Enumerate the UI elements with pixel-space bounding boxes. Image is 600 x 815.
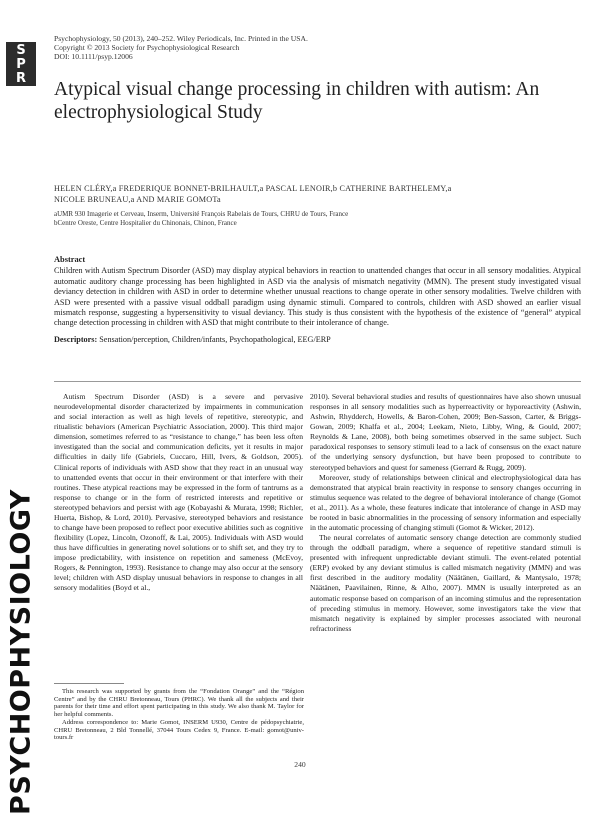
body-left-column xyxy=(54,392,303,594)
footnote-correspondence: Address correspondence to: Marie Gomot, INSERM U930, Centre de pédopsychiatrie, CHRU Bretonneau, 2 Bld Tonnellé, 37044 Tours Cedex 9, France. E-mail: gomot@univ-tours.fr xyxy=(54,718,304,742)
abstract-divider xyxy=(54,381,581,382)
journal-citation: Psychophysiology, 50 (2013), 240–252. Wiley Periodicals, Inc. Printed in the USA. xyxy=(54,34,308,43)
descriptors xyxy=(54,335,581,345)
footnote-rule xyxy=(54,683,124,684)
journal-meta xyxy=(54,34,308,62)
page-number: 240 xyxy=(294,760,306,769)
abstract-text: Children with Autism Spectrum Disorder (ASD) may display atypical behaviors in reaction to unattended changes that occur in all sensory modalities. Atypical automatic auditory change processing has been highlighted in ASD via the analysis of mismatch negativity (MMN). The present study investigated visual deviancy detection in children with ASD in order to determine whether unusual reactions to change operate in other sensory modalities. Twelve children with ASD were presented with a passive visual oddball paradigm using dynamic stimuli. Compared to controls, children with ASD showed an earlier visual mismatch response, suggesting a hypersensitivity to visual deviancy. This study is thus consistent with the hypothesis of the existence of “general” atypical change detection processing in children with ASD that might contribute to their intolerance of change. xyxy=(54,266,581,328)
affiliations xyxy=(54,210,584,228)
abstract-section xyxy=(54,255,581,345)
right-paragraph-1: 2010). Several behavioral studies and results of questionnaires have also shown unusual responses in all sensory modalities such as hyperreactivity or hyporeactivity (Ashwin, Ashwin, Rhydderch, Howells, & Baron-Cohen, 2009; Ben-Sasson, Carter, & Briggs-Gowan, 2009; Khalfa et al., 2004; Leekam, Nieto, Libby, Wing, & Gould, 2007; Reynolds & Lane, 2008), both being sometimes observed in the same subject. Such paradoxical responses to sensory stimuli lead to a lack of consensus on the exact nature of the underlying sensory dysfunction, but have been proposed to contribute to stereotyped behaviors and quest for sameness (Gerrard & Rugg, 2009). xyxy=(310,392,581,472)
journal-side-title: PSYCHOPHYSIOLOGY xyxy=(5,489,37,815)
right-paragraph-3: The neural correlates of automatic sensory change detection are commonly studied through the oddball paradigm, where a sequence of repetitive standard stimuli is presented with infrequent unpredictable deviant stimuli. The event-related potential (ERP) evoked by any deviant stimulus is called mismatch negativity (MMN) and was first described in the auditory modality (Näätänen, Gaillard, & Mantysalo, 1978; Näätänen, Paavilainen, Rinne, & Alho, 2007). MMN is usually interpreted as an automatic response based on comparison of an incoming stimulus and the representation of preceding stimulus in memory. However, some investigators take the view that mismatch negativity is explained by simpler processes associated with neuronal refractoriness xyxy=(310,533,581,633)
descriptors-label: Descriptors: xyxy=(54,334,98,344)
footnote xyxy=(54,688,304,742)
logo-letter-s: S xyxy=(16,43,26,58)
doi-line: DOI: 10.1111/psyp.12006 xyxy=(54,52,133,62)
journal-side-banner xyxy=(4,489,38,815)
right-paragraph-2: Moreover, study of relationships between clinical and electrophysiological data has demonstrated that atypical brain reactivity in response to sensory changes occurring in stimulus sequence was related to the degree of behavioral intolerance of change (Gomot et al., 2011). As a whole, these features indicate that intolerance of change in ASD may be rooted in basic abnormalities in the processing of sensory information and especially in the automatic processing of changing stimuli (Gomot & Wicker, 2012). xyxy=(310,472,581,533)
body-right-column xyxy=(310,392,581,634)
copyright-line: Copyright © 2013 Society for Psychophysiological Research xyxy=(54,43,240,53)
abstract-heading: Abstract xyxy=(54,255,86,264)
descriptors-values: Sensation/perception, Children/infants, Psychopathological, EEG/ERP xyxy=(99,334,331,344)
logo-letter-r: R xyxy=(15,71,26,86)
article-title: Atypical visual change processing in children with autism: An electrophysiological Study xyxy=(54,79,540,123)
footnote-funding: This research was supported by grants from the “Fondation Orange” and the “Région Centre” and by the CHRU Bretonneau, Tours (PHRC). We thank all the subjects and their parents for their time and effort spent participating in this study. We also thank M. Taylor for her helpful comments. xyxy=(54,688,304,719)
affiliation-a: aUMR 930 Imagerie et Cerveau, Inserm, Université François Rabelais de Tours, CHRU de Tours, France xyxy=(54,210,349,218)
authors-line-1: HELEN CLÉRY,a FREDERIQUE BONNET-BRILHAULT,a PASCAL LENOIR,b CATHERINE BARTHELEMY,a xyxy=(54,184,452,193)
logo-letter-p: P xyxy=(16,57,26,72)
authors-line-2: NICOLE BRUNEAU,a AND MARIE GOMOTa xyxy=(54,195,221,204)
affiliation-b: bCentre Oreste, Centre Hospitalier du Chinonais, Chinon, France xyxy=(54,219,237,227)
journal-logo xyxy=(4,38,38,90)
left-paragraph-1: Autism Spectrum Disorder (ASD) is a severe and pervasive neurodevelopmental disorder characterized by impairments in communication and social interaction as well as high levels of repetitive, stereotypic, and ritualistic behaviors (American Psychiatric Association, 2000). This third major dimension, sometimes referred to as “resistance to change,” has been less often investigated than the social and communication deficits, yet it results in major difficulties in daily life (Gabriels, Cuccaro, Hill, Ivers, & Goldson, 2005). Clinical reports of individuals with ASD show that they react in an unusual way to unattended events that occur in their environment or that interfere with their routines. These atypical reactions may be expressed in the form of tantrums as a response to change or in the form of restricted interests and repetitive or stereotyped behaviors and persist with age (Kobayashi & Murata, 1998; Richler, Huerta, Bishop, & Lord, 2010). Pervasive, stereotyped behaviors and resistance to change have been proposed to reflect poor executive abilities such as cognitive flexibility (Lopez, Lincoln, Ozonoff, & Lai, 2005). Individuals with ASD would thus have difficulties in generating novel solutions or to shift set, and they try to impose predictability, with insistence on repetition and sameness (McEvoy, Rogers, & Pennington, 1993). Resistance to change may also occur at the sensory level; children with ASD display unusual behaviors in response to changes in all sensory modalities (Boyd et al., xyxy=(54,392,303,593)
author-list xyxy=(54,183,584,205)
